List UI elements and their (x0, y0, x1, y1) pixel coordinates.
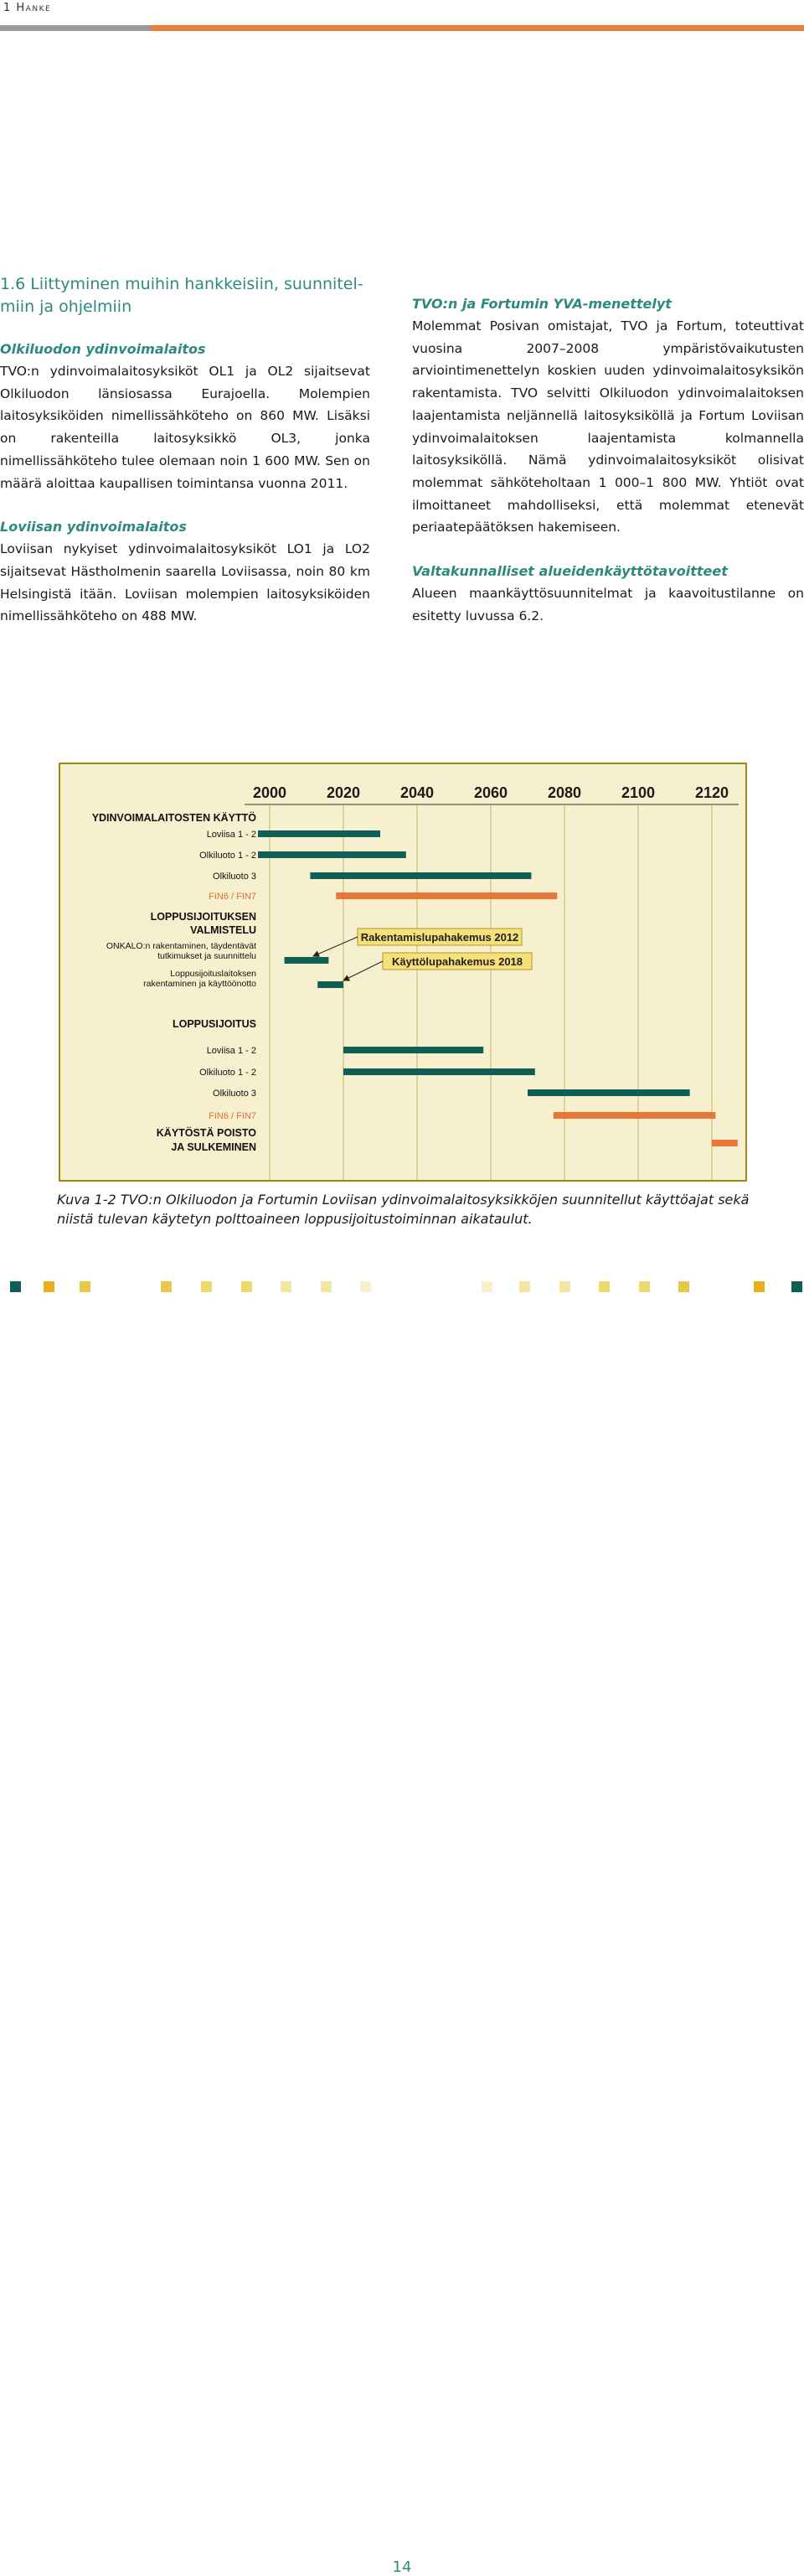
year-label: 2120 (694, 784, 729, 801)
row-label: Olkiluoto 1 - 2 (199, 1068, 256, 1078)
row-label: Loppusijoituslaitoksen (170, 969, 256, 979)
timeline-bar (343, 1068, 535, 1075)
timeline-bar (712, 1140, 738, 1146)
timeline-bar (554, 1112, 716, 1119)
row-label: tutkimukset ja suunnittelu (157, 951, 256, 961)
row-label: Loviisa 1 - 2 (206, 1046, 256, 1056)
timeline-bar (258, 851, 406, 858)
left-column (0, 273, 370, 649)
year-label: 2020 (326, 784, 361, 801)
footer-square (482, 1281, 492, 1292)
timeline-bar (336, 892, 557, 899)
footer-square (639, 1281, 650, 1292)
footer-square (161, 1281, 172, 1292)
footer-square (559, 1281, 570, 1292)
loviisa-subheading: Loviisan ydinvoimalaitos (0, 519, 187, 535)
chapter-label: 1 Hanke (3, 2, 52, 14)
page-number: 14 (392, 2558, 412, 2576)
footer-square (360, 1281, 371, 1292)
row-label: Olkiluoto 1 - 2 (199, 851, 256, 861)
footer-square (791, 1281, 802, 1292)
group-heading: KÄYTÖSTÄ POISTO (156, 1127, 256, 1139)
olkiluoto-subheading: Olkiluodon ydinvoimalaitos (0, 341, 206, 357)
group-heading: JA SULKEMINEN (171, 1141, 256, 1153)
row-label: FIN6 / FIN7 (209, 892, 256, 902)
year-label: 2060 (473, 784, 508, 801)
footer-square (519, 1281, 530, 1292)
milestone-arrow (313, 937, 358, 956)
footer-square (241, 1281, 252, 1292)
footer-square (754, 1281, 765, 1292)
year-label: 2000 (252, 784, 287, 801)
valta-subheading: Valtakunnalliset alueidenkäyttötavoitteet (412, 563, 728, 580)
timeline-bar (343, 1047, 483, 1053)
group-heading: YDINVOIMALAITOSTEN KÄYTTÖ (91, 812, 256, 824)
row-label: Olkiluoto 3 (213, 872, 256, 882)
yva-subheading: TVO:n ja Fortumin YVA-menettelyt (412, 296, 672, 312)
header-rule-grey (0, 25, 151, 31)
yva-paragraph: Molemmat Posivan omistajat, TVO ja Fortum, toteuttivat vuosina 2007–2008 ympäristövaikutusten arviointimenettelyn koskien uuden ydinvoimalaitosyksikön rakentamista. TVO selvitti Olkiluodon ydinvoimalaitoksen laajentamista neljännellä laitosyksiköllä ja Fortum Loviisan ydinvoimalaitoksen laajentamista kolmannella laitosyksiköllä. Nämä ydinvoimalaitosyksiköt olisivat molemmat sähköteholtaan 1 000–1 800 MW. Yhtiöt ovat ilmoittaneet mahdolliseksi, että molemmat etenevät periaatepäätöksen hakemiseen. (412, 318, 804, 535)
milestone-arrow (343, 961, 383, 980)
row-label: Loviisa 1 - 2 (206, 830, 256, 840)
right-column (412, 293, 804, 649)
group-heading: LOPPUSIJOITUS (172, 1018, 256, 1030)
row-label: ONKALO:n rakentaminen, täydentävät (106, 941, 256, 951)
footer-square (599, 1281, 610, 1292)
footer-square (281, 1281, 291, 1292)
year-label: 2100 (621, 784, 656, 801)
footer-square (10, 1281, 21, 1292)
year-label: 2080 (547, 784, 582, 801)
footer-square (321, 1281, 332, 1292)
timeline-bar (317, 981, 343, 988)
group-heading: VALMISTELU (190, 924, 256, 936)
milestone-label: Rakentamislupahakemus 2012 (360, 931, 519, 944)
row-label: FIN6 / FIN7 (209, 1111, 256, 1121)
loviisa-paragraph: Loviisan nykyiset ydinvoimalaitosyksiköt LO1 ja LO2 sijaitsevat Hästholmenin saarella Loviisassa, noin 80 km Helsingistä itään. Loviisan molempien laitosyksiköiden nimellissähköteho on 488 MW. (0, 541, 370, 624)
section-title: 1.6 Liittyminen muihin hankkeisiin, suunnitel- miin ja ohjelmiin (0, 275, 363, 316)
timeline-svg (60, 764, 745, 1180)
milestone-label: Käyttölupahakemus 2018 (391, 955, 523, 968)
header-rule-orange (151, 25, 804, 31)
timeline-bar (258, 830, 380, 837)
footer-square (678, 1281, 689, 1292)
row-label: Olkiluoto 3 (213, 1089, 256, 1099)
group-heading: LOPPUSIJOITUKSEN (150, 911, 256, 923)
row-label: rakentaminen ja käyttöönotto (143, 979, 256, 989)
figure-caption: Kuva 1-2 TVO:n Olkiluodon ja Fortumin Loviisan ydinvoimalaitosyksikköjen suunnitellut käyttöajat sekä niistä tulevan käytetyn polttoaineen loppusijoitustoiminnan aikataulut. (57, 1192, 750, 1227)
timeline-bar (310, 872, 531, 879)
valta-paragraph: Alueen maankäyttösuunnitelmat ja kaavoitustilanne on esitetty luvussa 6.2. (412, 586, 804, 623)
olkiluoto-paragraph: TVO:n ydinvoimalaitosyksiköt OL1 ja OL2 sijaitsevat Olkiluodon länsiosassa Eurajoella. Molempien laitosyksiköiden nimellissähköteho on 860 MW. Lisäksi on rakenteilla laitosyksikkö OL3, jonka nimellissähköteho tulee olemaan noin 1 600 MW. Sen on määrä aloittaa kaupallisen toimintansa vuonna 2011. (0, 364, 370, 491)
footer-square (201, 1281, 212, 1292)
timeline-bar (528, 1089, 690, 1096)
timeline-figure (59, 763, 747, 1182)
footer-square (80, 1281, 90, 1292)
footer-square (44, 1281, 54, 1292)
year-label: 2040 (399, 784, 435, 801)
timeline-bar (285, 957, 329, 964)
